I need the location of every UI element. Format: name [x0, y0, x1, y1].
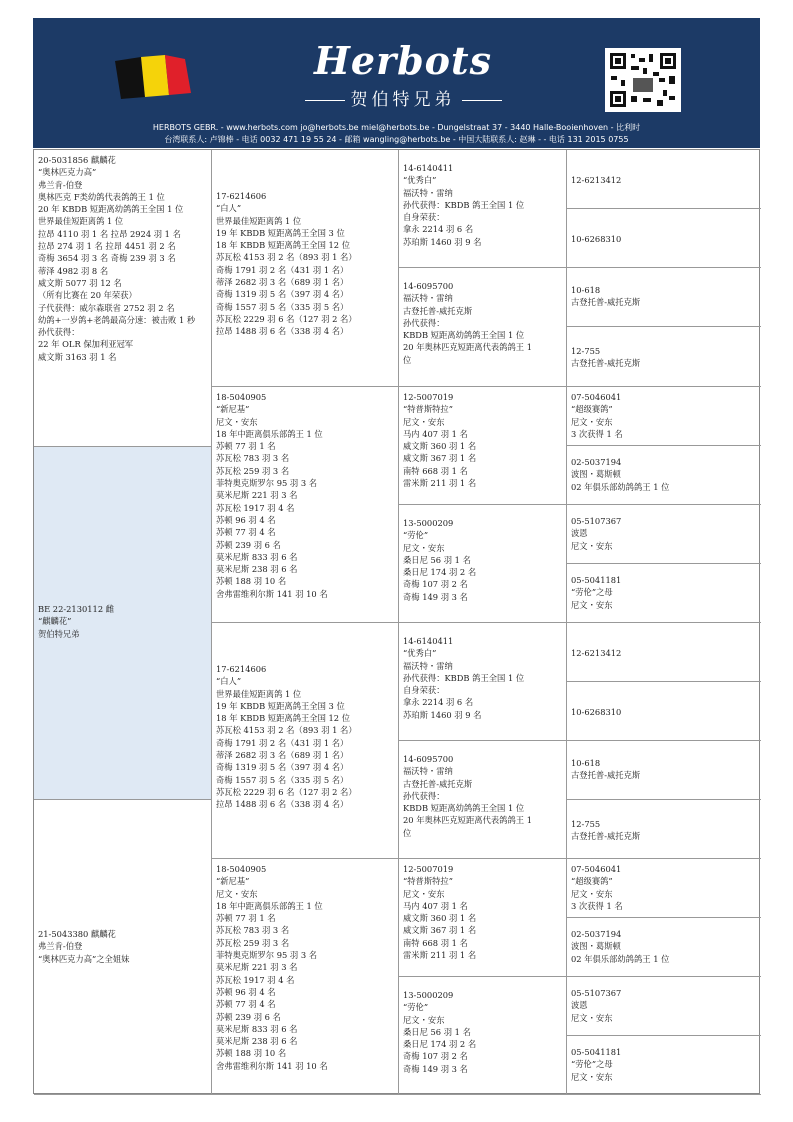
pedigree-line: 14-6095700 [403, 754, 454, 764]
pedigree-line: “奥林匹克力高” [38, 167, 97, 178]
pedigree-line: 马内 407 羽 1 名 [403, 900, 468, 911]
pedigree-line: 南特 668 羽 1 名 [403, 465, 468, 476]
pedigree-line: 05-5107367 [571, 516, 622, 526]
pedigree-grandsire-2 [212, 623, 399, 859]
pedigree-line: 苏瓦松 783 羽 3 名 [216, 925, 290, 936]
pedigree-line: 拉昂 1488 羽 6 名（338 羽 4 名） [216, 799, 349, 810]
pedigree-line: 20-5031856 麒麟花 [38, 155, 116, 165]
logo [273, 38, 533, 110]
pedigree-line: 10-618 [571, 285, 601, 295]
pedigree-line: 世界最佳短距离鸽 1 位 [216, 688, 302, 699]
pedigree-line: 奇梅 3654 羽 3 名 奇梅 239 羽 3 名 [38, 253, 176, 264]
pedigree-line: 奇梅 1791 羽 2 名（431 羽 1 名） [216, 264, 349, 275]
pedigree-line: 尼文・安东 [571, 540, 613, 551]
pedigree-line: 19 年 KBDB 短距离鸽王全国 3 位 [216, 700, 345, 711]
pedigree-ggp-8 [399, 977, 567, 1095]
pedigree-line: 福沃特・雷纳 [403, 293, 453, 304]
pedigree-line: 莫米尼斯 833 羽 6 名 [216, 1023, 298, 1034]
pedigree-line: 福沃特・雷纳 [403, 187, 453, 198]
pedigree-line: 尼文・安东 [403, 542, 445, 553]
contact-line-1: HERBOTS GEBR. - www.herbots.com jo@herbots.be miel@herbots.be - Dungelstraat 37 - 3440 Halle-Booienhoven - 比利时 [152, 123, 641, 132]
pedigree-line: 古登托普-威托克斯 [571, 831, 641, 842]
pedigree-line: 雷米斯 211 羽 1 名 [403, 478, 477, 489]
pedigree-line: 威文斯 367 羽 1 名 [403, 925, 477, 936]
pedigree-g4-2 [567, 209, 761, 268]
pedigree-line: 02-5037194 [571, 457, 622, 467]
subject-breeder: 贺伯特兄弟 [38, 628, 80, 639]
pedigree-line: 尼文・安东 [403, 416, 445, 427]
pedigree-line: 12-5007019 [403, 392, 454, 402]
pedigree-line: 蒂泽 2682 羽 3 名（689 羽 1 名） [216, 750, 349, 761]
pedigree-line: 福沃特・雷纳 [403, 660, 453, 671]
pedigree-line: 尼文・安东 [571, 416, 613, 427]
pedigree-line: 14-6140411 [403, 636, 454, 646]
pedigree-line: 孙代获得： [403, 790, 445, 801]
pedigree-line: 波图・葛斯顿 [571, 469, 621, 480]
pedigree-line: 17-6214606 [216, 191, 267, 201]
pedigree-line: 02 年俱乐部幼鸽鸽王 1 位 [571, 953, 670, 964]
pedigree-line: “白人” [216, 203, 242, 214]
pedigree-line: 弗兰肯-伯登 [38, 179, 83, 190]
pedigree-line: 波恩 [571, 528, 588, 539]
pedigree-line: 奇梅 1557 羽 5 名（335 羽 5 名） [216, 301, 349, 312]
logo-subtitle: 贺伯特兄弟 [350, 90, 456, 110]
pedigree-line: 孙代获得： [38, 327, 80, 338]
pedigree-line: 舍弗雷维利尔斯 141 羽 10 名 [216, 1060, 328, 1071]
pedigree-line: 拉昂 274 羽 1 名 拉昂 4451 羽 2 名 [38, 241, 176, 252]
pedigree-ggp-4 [399, 505, 567, 623]
pedigree-line: 尼文・安东 [571, 599, 613, 610]
qr-code-icon [605, 48, 681, 112]
pedigree-line: 威文斯 360 羽 1 名 [403, 441, 477, 452]
pedigree-line: 波恩 [571, 1000, 588, 1011]
pedigree-line: 14-6140411 [403, 163, 454, 173]
pedigree-line: “劳伦”之母 [571, 587, 613, 598]
pedigree-line: 苏瓦松 259 羽 3 名 [216, 465, 290, 476]
pedigree-line: 尼文・安东 [571, 1012, 613, 1023]
pedigree-line: 苏顿 239 羽 6 名 [216, 539, 281, 550]
pedigree-line: 05-5041181 [571, 575, 622, 585]
pedigree-line: 12-755 [571, 346, 601, 356]
pedigree-line: “优秀白” [403, 648, 437, 659]
pedigree-line: 尼文・安东 [571, 1071, 613, 1082]
pedigree-line: 3 次获得 1 名 [571, 428, 623, 439]
pedigree-line: 20 年 KBDB 短距离幼鸽鸽王全国 1 位 [38, 204, 184, 215]
subject-ring-number: BE 22-2130112 [38, 604, 104, 614]
pedigree-ggp-2 [399, 268, 567, 387]
subject-sex: 雌 [105, 604, 115, 614]
pedigree-line: 莫米尼斯 221 羽 3 名 [216, 962, 298, 973]
pedigree-line: 拉昂 4110 羽 1 名 拉昂 2924 羽 1 名 [38, 228, 181, 239]
pedigree-line: 苏顿 188 羽 10 名 [216, 576, 287, 587]
pedigree-g4-7 [567, 505, 761, 564]
pedigree-line: 孙代获得：KBDB 鸽王全国 1 位 [403, 672, 525, 683]
pedigree-line: 20 年奥林匹克短距离代表鸽鸽王 1 [403, 342, 532, 353]
pedigree-line: 苏瓦松 2229 羽 6 名（127 羽 2 名） [216, 313, 357, 324]
pedigree-line: 古登托普-威托克斯 [571, 297, 641, 308]
pedigree-line: 3 次获得 1 名 [571, 900, 623, 911]
pedigree-g4-3 [567, 268, 761, 327]
pedigree-line: 位 [403, 827, 412, 838]
pedigree-line: “超级赛鸽” [571, 876, 613, 887]
pedigree-ggp-1 [399, 150, 567, 268]
pedigree-granddam-1 [212, 387, 399, 623]
pedigree-line: 自身荣获： [403, 212, 445, 223]
pedigree-line: 拉昂 1488 羽 6 名（338 羽 4 名） [216, 326, 349, 337]
pedigree-chart [33, 149, 760, 1094]
pedigree-line: 苏顿 77 羽 1 名 [216, 441, 276, 452]
pedigree-line: 10-618 [571, 758, 601, 768]
pedigree-line: 拿永 2214 羽 6 名 [403, 224, 474, 235]
header-banner [33, 18, 760, 148]
pedigree-line: 苏顿 77 羽 1 名 [216, 913, 276, 924]
pedigree-g4-16 [567, 1036, 761, 1095]
pedigree-line: 尼文・安东 [403, 888, 445, 899]
pedigree-line: 莫米尼斯 238 羽 6 名 [216, 564, 298, 575]
pedigree-line: 弗兰肯-伯登 [38, 941, 83, 952]
pedigree-line: 18-5040905 [216, 392, 267, 402]
pedigree-g4-15 [567, 977, 761, 1036]
pedigree-line: “特普斯特拉” [403, 876, 453, 887]
pedigree-line: 13-5000209 [403, 990, 454, 1000]
pedigree-line: 拿永 2214 羽 6 名 [403, 697, 474, 708]
pedigree-line: 桑日尼 174 羽 2 名 [403, 567, 477, 578]
pedigree-subject [34, 447, 212, 800]
pedigree-line: “优秀白” [403, 175, 437, 186]
pedigree-line: 威文斯 3163 羽 1 名 [38, 351, 117, 362]
pedigree-line: 苏顿 77 羽 4 名 [216, 527, 276, 538]
pedigree-line: 威文斯 360 羽 1 名 [403, 913, 477, 924]
pedigree-line: KBDB 短距离幼鸽鸽王全国 1 位 [403, 330, 525, 341]
pedigree-line: 13-5000209 [403, 518, 454, 528]
pedigree-line: 奇梅 1791 羽 2 名（431 羽 1 名） [216, 737, 349, 748]
pedigree-line: “特普斯特拉” [403, 404, 453, 415]
pedigree-line: 苏瓦松 1917 羽 4 名 [216, 974, 295, 985]
pedigree-line: 苏瓦松 783 羽 3 名 [216, 453, 290, 464]
pedigree-line: 子代获得：威尔森联省 2752 羽 2 名 [38, 302, 175, 313]
pedigree-line: 苏瓦松 4153 羽 2 名（893 羽 1 名） [216, 725, 357, 736]
pedigree-line: 桑日尼 174 羽 2 名 [403, 1039, 477, 1050]
subject-name: “麒麟花” [38, 616, 72, 627]
pedigree-line: 05-5041181 [571, 1047, 622, 1057]
pedigree-line: 奇梅 1319 羽 5 名（397 羽 4 名） [216, 289, 349, 300]
pedigree-line: 雷米斯 211 羽 1 名 [403, 950, 477, 961]
pedigree-line: “超级赛鸽” [571, 404, 613, 415]
pedigree-line: 世界最佳短距离鸽 1 位 [216, 215, 302, 226]
pedigree-ggp-7 [399, 859, 567, 977]
pedigree-line: 18 年中距离俱乐部鸽王 1 位 [216, 428, 323, 439]
pedigree-line: 奇梅 149 羽 3 名 [403, 1063, 468, 1074]
pedigree-line: 10-6268310 [571, 234, 622, 244]
pedigree-line: “新尼基” [216, 876, 250, 887]
pedigree-line: 苏顿 188 羽 10 名 [216, 1048, 287, 1059]
pedigree-line: 18 年中距离俱乐部鸽王 1 位 [216, 900, 323, 911]
pedigree-line: KBDB 短距离幼鸽鸽王全国 1 位 [403, 803, 525, 814]
logo-text: Herbots [314, 38, 492, 83]
pedigree-line: 20 年奥林匹克短距离代表鸽鸽王 1 [403, 815, 532, 826]
pedigree-line: 07-5046041 [571, 864, 622, 874]
pedigree-line: “劳伦” [403, 530, 429, 541]
pedigree-line: “白人” [216, 676, 242, 687]
pedigree-line: 苏顿 239 羽 6 名 [216, 1011, 281, 1022]
pedigree-line: 菲特奥克斯罗尔 95 羽 3 名 [216, 950, 318, 961]
pedigree-line: 奇梅 107 羽 2 名 [403, 1051, 468, 1062]
pedigree-line: 南特 668 羽 1 名 [403, 937, 468, 948]
pedigree-line: 02 年俱乐部幼鸽鸽王 1 位 [571, 481, 670, 492]
pedigree-line: 14-6095700 [403, 281, 454, 291]
pedigree-line: 苏顿 96 羽 4 名 [216, 514, 276, 525]
pedigree-sire [34, 150, 212, 447]
pedigree-line: 奇梅 1557 羽 5 名（335 羽 5 名） [216, 774, 349, 785]
pedigree-line: 18 年 KBDB 短距离鸽王全国 12 位 [216, 240, 351, 251]
pedigree-line: 奇梅 107 羽 2 名 [403, 579, 468, 590]
pedigree-line: 蒂泽 4982 羽 8 名 [38, 265, 109, 276]
pedigree-line: 马内 407 羽 1 名 [403, 428, 468, 439]
pedigree-ggp-6 [399, 741, 567, 859]
pedigree-g4-12 [567, 800, 761, 859]
pedigree-line: 苏珀斯 1460 羽 9 名 [403, 709, 482, 720]
pedigree-line: 威文斯 5077 羽 12 名 [38, 277, 122, 288]
pedigree-line: 蒂泽 2682 羽 3 名（689 羽 1 名） [216, 277, 349, 288]
pedigree-line: 05-5107367 [571, 988, 622, 998]
pedigree-line: 苏瓦松 4153 羽 2 名（893 羽 1 名） [216, 252, 357, 263]
pedigree-line: “新尼基” [216, 404, 250, 415]
pedigree-line: 10-6268310 [571, 707, 622, 717]
pedigree-line: 22 年 OLR 保加利亚冠军 [38, 339, 134, 350]
pedigree-line: 12-755 [571, 819, 601, 829]
pedigree-g4-6 [567, 446, 761, 505]
pedigree-line: 奇梅 1319 羽 5 名（397 羽 4 名） [216, 762, 349, 773]
pedigree-line: 波图・葛斯顿 [571, 941, 621, 952]
pedigree-line: 19 年 KBDB 短距离鸽王全国 3 位 [216, 227, 345, 238]
pedigree-grandsire-1 [212, 150, 399, 387]
pedigree-g4-4 [567, 327, 761, 387]
pedigree-line: 莫米尼斯 221 羽 3 名 [216, 490, 298, 501]
pedigree-dam [34, 800, 212, 1095]
pedigree-line: 舍弗雷维利尔斯 141 羽 10 名 [216, 588, 328, 599]
pedigree-g4-11 [567, 741, 761, 800]
pedigree-line: “劳伦” [403, 1002, 429, 1013]
pedigree-line: 苏顿 77 羽 4 名 [216, 999, 276, 1010]
pedigree-ggp-3 [399, 387, 567, 505]
pedigree-g4-5 [567, 387, 761, 446]
pedigree-line: 12-6213412 [571, 175, 622, 185]
pedigree-line: 位 [403, 354, 412, 365]
pedigree-line: 苏珀斯 1460 羽 9 名 [403, 236, 482, 247]
pedigree-line: 12-6213412 [571, 648, 622, 658]
pedigree-line: 尼文・安东 [216, 416, 258, 427]
pedigree-line: 孙代获得： [403, 317, 445, 328]
pedigree-line: “奥林匹克力高”之全姐妹 [38, 953, 130, 964]
pedigree-line: 18-5040905 [216, 864, 267, 874]
pedigree-line: 苏瓦松 259 羽 3 名 [216, 937, 290, 948]
pedigree-g4-1 [567, 150, 761, 209]
pedigree-line: 福沃特・雷纳 [403, 766, 453, 777]
pedigree-line: 桑日尼 56 羽 1 名 [403, 1026, 471, 1037]
pedigree-line: 菲特奥克斯罗尔 95 羽 3 名 [216, 478, 318, 489]
pedigree-line: 02-5037194 [571, 929, 622, 939]
pedigree-g4-9 [567, 623, 761, 682]
pedigree-line: 莫米尼斯 238 羽 6 名 [216, 1036, 298, 1047]
pedigree-line: 奥林匹克 F类幼鸽代表鸽鸽王 1 位 [38, 191, 165, 202]
pedigree-line: 威文斯 367 羽 1 名 [403, 453, 477, 464]
pedigree-line: 自身荣获： [403, 685, 445, 696]
pedigree-line: （所有比赛在 20 年荣获） [38, 290, 137, 301]
pedigree-g4-8 [567, 564, 761, 623]
pedigree-line: 07-5046041 [571, 392, 622, 402]
pedigree-line: “劳伦”之母 [571, 1059, 613, 1070]
pedigree-line: 古登托普-威托克斯 [571, 770, 641, 781]
pedigree-line: 12-5007019 [403, 864, 454, 874]
pedigree-line: 奇梅 149 羽 3 名 [403, 591, 468, 602]
pedigree-line: 17-6214606 [216, 664, 267, 674]
pedigree-g4-14 [567, 918, 761, 977]
pedigree-line: 苏瓦松 2229 羽 6 名（127 羽 2 名） [216, 786, 357, 797]
pedigree-line: 18 年 KBDB 短距离鸽王全国 12 位 [216, 713, 351, 724]
pedigree-line: 苏顿 96 羽 4 名 [216, 986, 276, 997]
pedigree-g4-13 [567, 859, 761, 918]
contact-line-2: 台湾联系人: 卢锦棒 - 电话 0032 471 19 55 24 - 邮箱 wangling@herbots.be - 中国大陆联系人: 赵琳 - - 电话 131 2015 0755 [164, 135, 629, 144]
pedigree-line: 尼文・安东 [403, 1014, 445, 1025]
pedigree-ggp-5 [399, 623, 567, 741]
pedigree-line: 孙代获得：KBDB 鸽王全国 1 位 [403, 199, 525, 210]
pedigree-line: 世界最佳短距离鸽 1 位 [38, 216, 124, 227]
pedigree-line: 古登托普-威托克斯 [571, 358, 641, 369]
pedigree-granddam-2 [212, 859, 399, 1095]
pedigree-g4-10 [567, 682, 761, 741]
pedigree-line: 苏瓦松 1917 羽 4 名 [216, 502, 295, 513]
pedigree-line: 古登托普-威托克斯 [403, 305, 473, 316]
pedigree-line: 21-5043380 麒麟花 [38, 929, 116, 939]
pedigree-line: 桑日尼 56 羽 1 名 [403, 554, 471, 565]
pedigree-line: 古登托普-威托克斯 [403, 778, 473, 789]
belgium-flag-icon [111, 53, 191, 103]
pedigree-line: 尼文・安东 [216, 888, 258, 899]
pedigree-line: 莫米尼斯 833 羽 6 名 [216, 551, 298, 562]
pedigree-line: 尼文・安东 [571, 888, 613, 899]
pedigree-line: 幼鸽+一岁鸽+老鸽最高分速：被击败 1 秒 [38, 314, 196, 325]
